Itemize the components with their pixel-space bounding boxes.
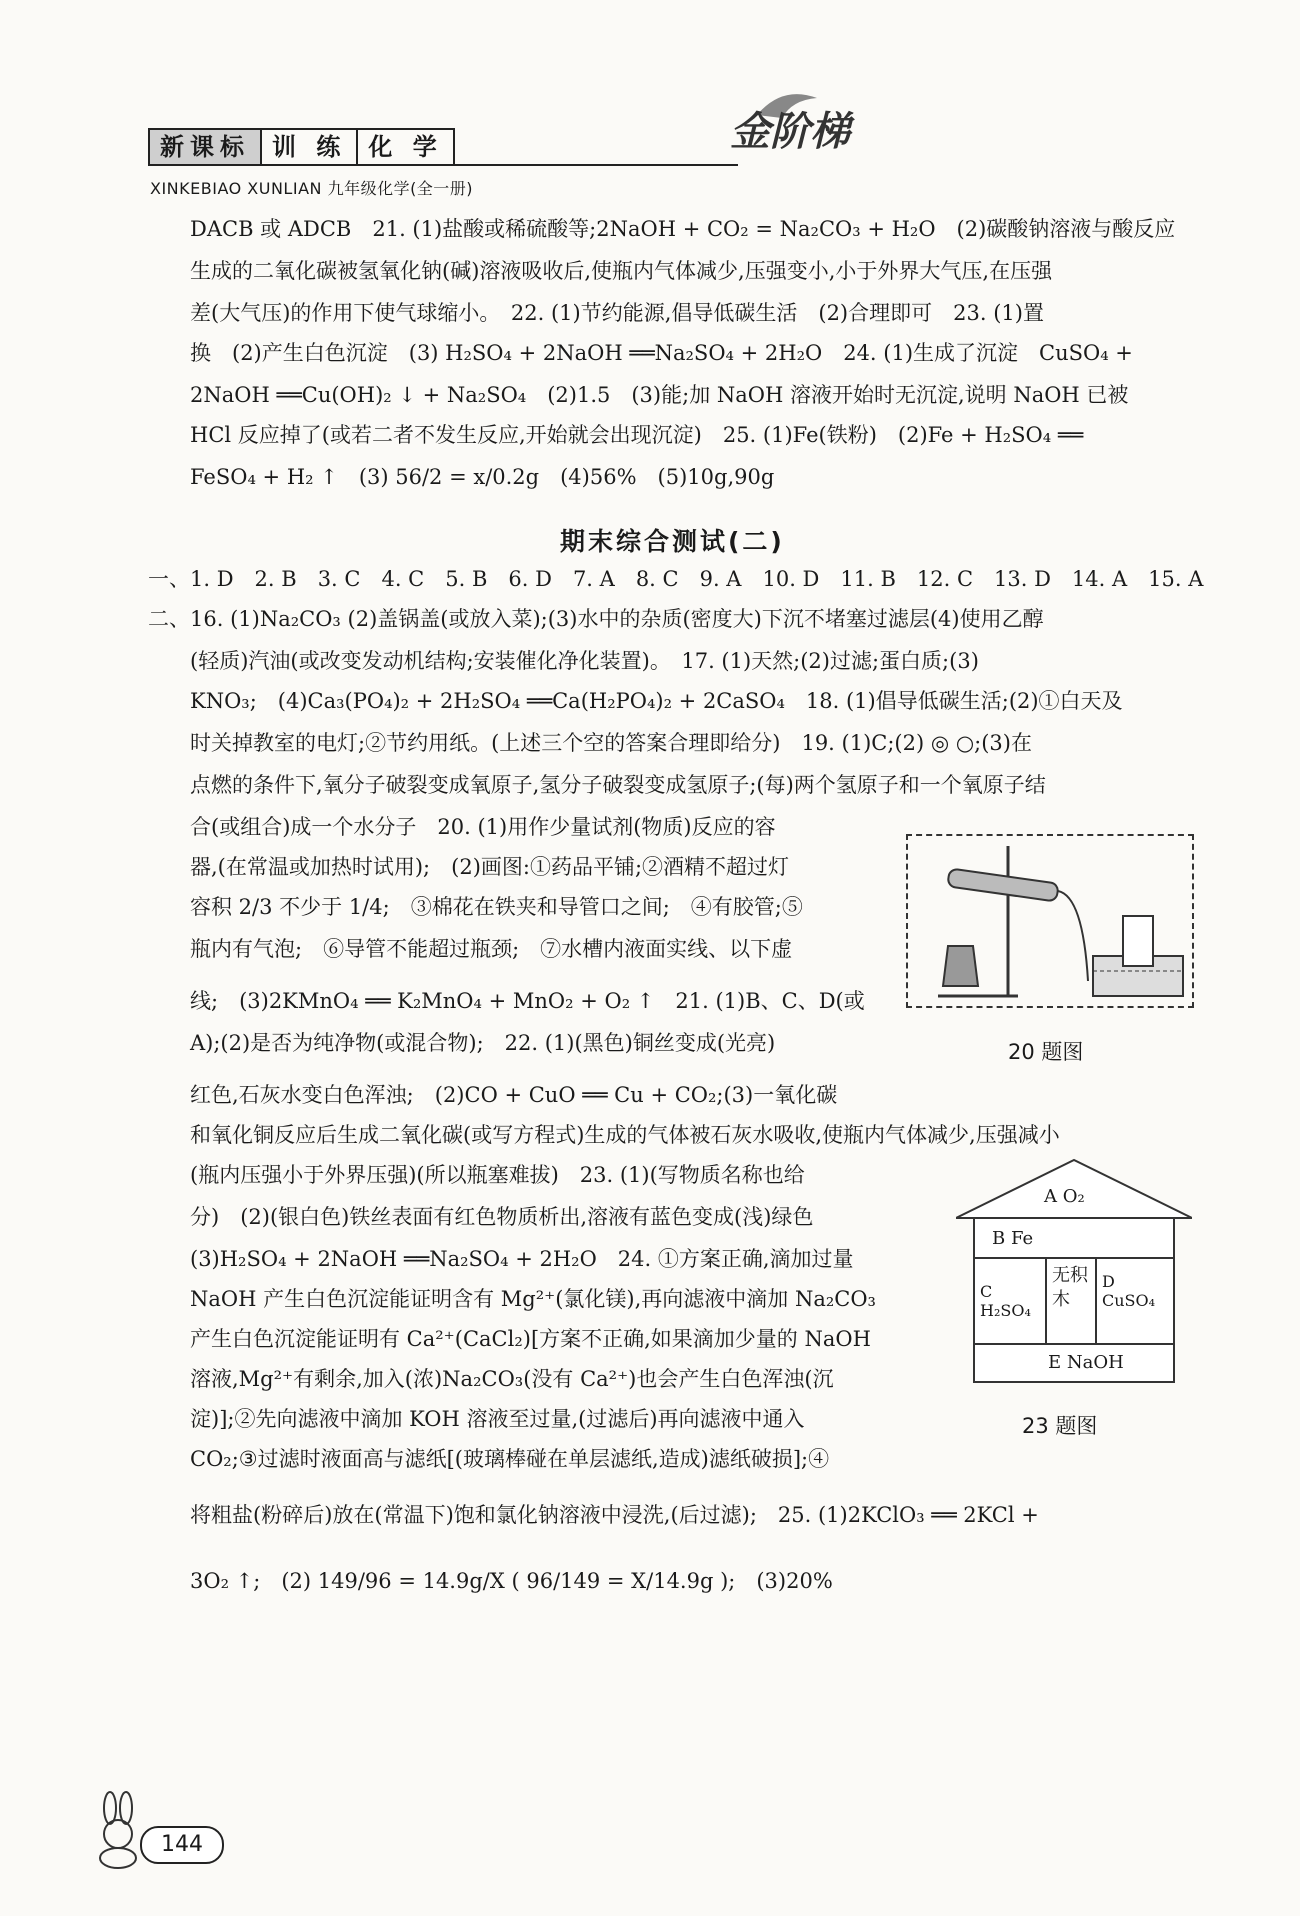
text-line: 3O₂ ↑; (2) 149/96 = 14.9g/X ( 96/149 = X/14.9g ); (3)20% xyxy=(190,1569,833,1593)
figure-23-caption: 23 题图 xyxy=(1022,1414,1098,1438)
text-line: (瓶内压强小于外界压强)(所以瓶塞难拔) 23. (1)(写物质名称也给 xyxy=(190,1163,805,1187)
apparatus-drawing xyxy=(908,836,1192,1006)
text-line: (3)H₂SO₄ + 2NaOH ══Na₂SO₄ + 2H₂O 24. ①方案正确,滴加过量 xyxy=(190,1247,854,1271)
rabbit-icon xyxy=(88,1790,148,1870)
text-line: 红色,石灰水变白色浑浊; (2)CO + CuO ══ Cu + CO₂;(3)一氧化碳 xyxy=(190,1083,838,1107)
header-box xyxy=(148,128,455,166)
figure-20-caption: 20 题图 xyxy=(1008,1040,1084,1064)
block-a-label: A O₂ xyxy=(1044,1186,1085,1207)
text-line: 器,(在常温或加热时试用); (2)画图:①药品平铺;②酒精不超过灯 xyxy=(190,855,790,879)
section-title: 期末综合测试(二) xyxy=(560,527,785,556)
text-line: 2NaOH ══Cu(OH)₂ ↓ + Na₂SO₄ (2)1.5 (3)能;加 NaOH 溶液开始时无沉淀,说明 NaOH 已被 xyxy=(190,383,1129,407)
block-c-label: C H₂SO₄ xyxy=(980,1282,1031,1320)
header-series: 新课标 xyxy=(150,130,262,164)
text-line: 瓶内有气泡; ⑥导管不能超过瓶颈; ⑦水槽内液面实线、以下虚 xyxy=(190,937,793,961)
header-type: 训 练 xyxy=(262,130,358,164)
text-line: 时关掉教室的电灯;②节约用纸。(上述三个空的答案合理即给分) 19. (1)C;(2) ◎ ○;(3)在 xyxy=(190,731,1032,755)
text-line: DACB 或 ADCB 21. (1)盐酸或稀硫酸等;2NaOH + CO₂ = Na₂CO₃ + H₂O (2)碳酸钠溶液与酸反应 xyxy=(190,217,1176,241)
text-line: 线; (3)2KMnO₄ ══ K₂MnO₄ + MnO₂ + O₂ ↑ 21. (1)B、C、D(或 xyxy=(190,989,865,1013)
block-d-label: D CuSO₄ xyxy=(1102,1272,1156,1310)
page-number: 144 xyxy=(140,1826,224,1864)
text-line: 差(大气压)的作用下使气球缩小。 22. (1)节约能源,倡导低碳生活 (2)合理即可 23. (1)置 xyxy=(190,301,1044,325)
block-e-label: E NaOH xyxy=(1048,1352,1124,1373)
figure-23-blocks xyxy=(956,1158,1192,1384)
text-line: 将粗盐(粉碎后)放在(常温下)饱和氯化钠溶液中浸洗,(后过滤); 25. (1)2KClO₃ ══ 2KCl + xyxy=(190,1503,1039,1527)
header-subtitle: XINKEBIAO XUNLIAN 九年级化学(全一册) xyxy=(150,179,474,198)
text-line: 淀)];②先向滤液中滴加 KOH 溶液至过量,(过滤后)再向滤液中通入 xyxy=(190,1407,805,1431)
text-line: 点燃的条件下,氧分子破裂变成氧原子,氢分子破裂变成氢原子;(每)两个氢原子和一个氧原子结 xyxy=(190,773,1046,797)
block-b-label: B Fe xyxy=(992,1228,1034,1249)
header-rule xyxy=(148,164,738,166)
text-line: FeSO₄ + H₂ ↑ (3) 56/2 = x/0.2g (4)56% (5)10g,90g xyxy=(190,465,775,489)
text-line: NaOH 产生白色沉淀能证明含有 Mg²⁺(氯化镁),再向滤液中滴加 Na₂CO₃ xyxy=(190,1287,876,1311)
text-line: 和氧化铜反应后生成二氧化碳(或写方程式)生成的气体被石灰水吸收,使瓶内气体减少,压强减小 xyxy=(190,1123,1060,1147)
text-line: 容积 2/3 不少于 1/4; ③棉花在铁夹和导管口之间; ④有胶管;⑤ xyxy=(190,895,803,919)
block-mid-label: 无积木 xyxy=(1052,1265,1088,1310)
text-line: 分) (2)(银白色)铁丝表面有红色物质析出,溶液有蓝色变成(浅)绿色 xyxy=(190,1205,814,1229)
text-line: 生成的二氧化碳被氢氧化钠(碱)溶液吸收后,使瓶内气体减少,压强变小,小于外界大气压,在压强 xyxy=(190,259,1053,283)
text-line: 产生白色沉淀能证明有 Ca²⁺(CaCl₂)[方案不正确,如果滴加少量的 NaOH xyxy=(190,1327,871,1351)
text-line: 二、16. (1)Na₂CO₃ (2)盖锅盖(或放入菜);(3)水中的杂质(密度大)下沉不堵塞过滤层(4)使用乙醇 xyxy=(148,607,1044,631)
text-line: (轻质)汽油(或改变发动机结构;安装催化净化装置)。 17. (1)天然;(2)过滤;蛋白质;(3) xyxy=(190,649,979,673)
brand-logo: 金阶梯 xyxy=(730,108,850,155)
header-subject: 化 学 xyxy=(368,133,443,161)
text-line: 一、1. D 2. B 3. C 4. C 5. B 6. D 7. A 8. C 9. A 10. D 11. B 12. C 13. D 14. A 15. A xyxy=(148,567,1204,591)
text-line: HCl 反应掉了(或若二者不发生反应,开始就会出现沉淀) 25. (1)Fe(铁粉) (2)Fe + H₂SO₄ ══ xyxy=(190,423,1084,447)
text-line: CO₂;③过滤时液面高与滤纸[(玻璃棒碰在单层滤纸,造成)滤纸破损];④ xyxy=(190,1447,830,1471)
text-line: 换 (2)产生白色沉淀 (3) H₂SO₄ + 2NaOH ══Na₂SO₄ + 2H₂O 24. (1)生成了沉淀 CuSO₄ + xyxy=(190,341,1133,365)
text-line: 溶液,Mg²⁺有剩余,加入(浓)Na₂CO₃(没有 Ca²⁺)也会产生白色浑浊(沉 xyxy=(190,1367,834,1391)
text-line: A);(2)是否为纯净物(或混合物); 22. (1)(黑色)铜丝变成(光亮) xyxy=(190,1031,776,1055)
text-line: 合(或组合)成一个水分子 20. (1)用作少量试剂(物质)反应的容 xyxy=(190,815,776,839)
figure-20-apparatus xyxy=(906,834,1194,1008)
text-line: KNO₃; (4)Ca₃(PO₄)₂ + 2H₂SO₄ ══Ca(H₂PO₄)₂ + 2CaSO₄ 18. (1)倡导低碳生活;(2)①白天及 xyxy=(190,689,1123,713)
